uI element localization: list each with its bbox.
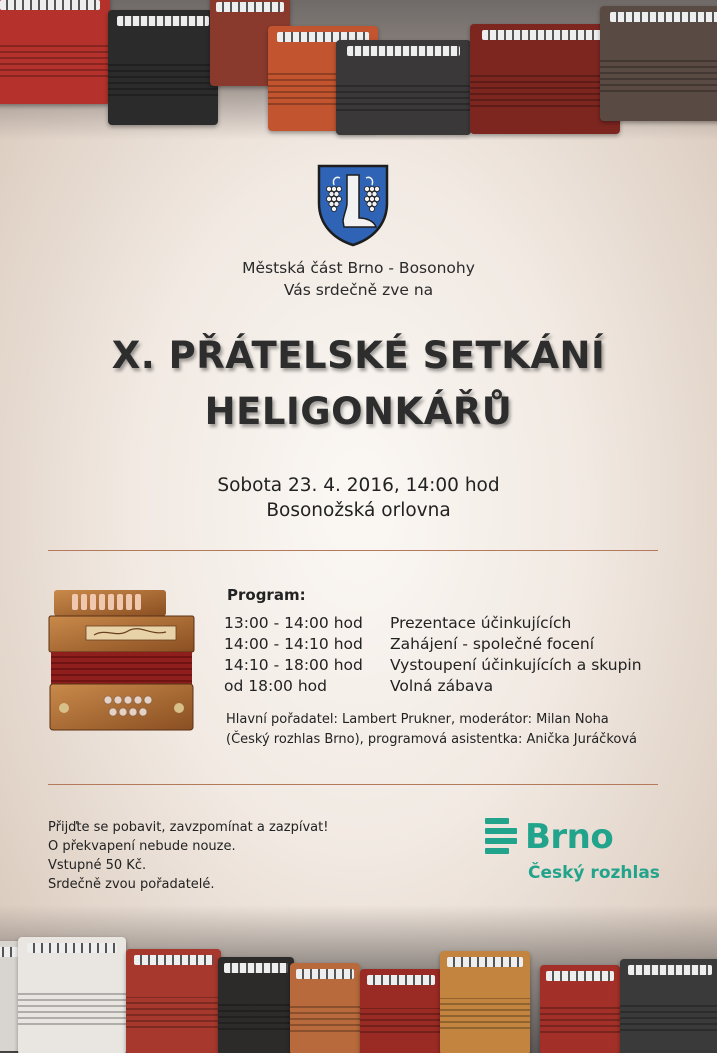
event-date: Sobota 23. 4. 2016, 14:00 hod	[217, 475, 500, 496]
divider-bottom	[48, 784, 658, 785]
organizers-line1: Hlavní pořadatel: Lambert Prukner, moderátor: Milan Noha	[226, 712, 609, 727]
footer-line1: Přijďte se pobavit, zavzpomínat a zazpívat!	[48, 820, 329, 835]
radio-network-name: Český rozhlas	[528, 863, 660, 883]
program-activity: Prezentace účinkujících	[390, 614, 572, 632]
heligonka-accordion-image	[46, 588, 196, 738]
footer-photo-accordions	[0, 905, 717, 1053]
program-item	[224, 656, 642, 674]
organizers-credits	[226, 710, 666, 750]
organizer-line: Městská část Brno - Bosonohy	[242, 259, 475, 277]
invite-line: Vás srdečně zve na	[283, 281, 434, 299]
footer-line3: Vstupné 50 Kč.	[48, 858, 147, 873]
program-activity: Volná zábava	[390, 677, 494, 695]
cesky-rozhlas-brno-logo	[484, 816, 664, 888]
organizers-line2: (Český rozhlas Brno), programová asistentka: Anička Juráčková	[226, 732, 638, 747]
event-title-line2: HELIGONKÁŘŮ	[204, 390, 513, 433]
cesky-rozhlas-mark-icon	[484, 816, 520, 858]
footer-invitation	[48, 818, 328, 894]
program-time: od 18:00 hod	[224, 677, 327, 695]
footer-line4: Srdečně zvou pořadatelé.	[48, 877, 215, 892]
divider-top	[48, 550, 658, 551]
program-activity: Vystoupení účinkujících a skupin	[390, 656, 642, 674]
program-time: 14:00 - 14:10 hod	[224, 635, 363, 653]
bosonohy-coat-of-arms-icon	[316, 163, 390, 247]
footer-line2: O překvapení nebude nouze.	[48, 839, 236, 854]
header-photo-accordions	[0, 0, 717, 140]
program-time: 13:00 - 14:00 hod	[224, 614, 363, 632]
program-activity: Zahájení - společné focení	[390, 635, 595, 653]
program-item	[224, 635, 594, 653]
event-title-line1: X. PŘÁTELSKÉ SETKÁNÍ	[111, 334, 606, 377]
program-item	[224, 677, 493, 695]
event-venue: Bosonožská orlovna	[266, 500, 451, 521]
radio-brand-name: Brno	[525, 817, 614, 857]
program-item	[224, 614, 571, 632]
program-time: 14:10 - 18:00 hod	[224, 656, 363, 674]
program-heading: Program:	[227, 586, 306, 604]
